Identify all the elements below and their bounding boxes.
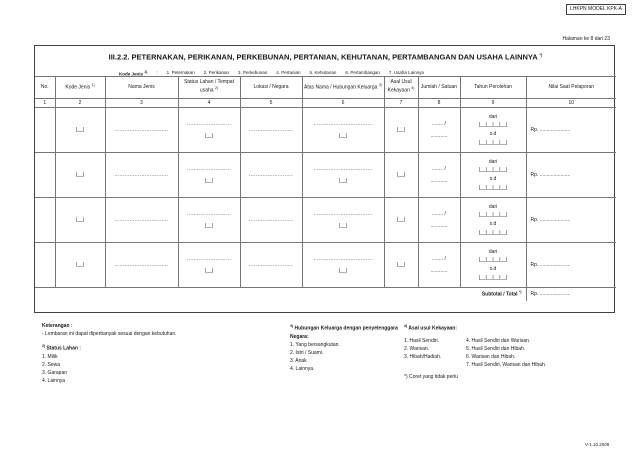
row-no [35,198,55,243]
legend-label: Kode Jenis $^{1)}$ [119,70,148,77]
col-number: 5 [240,99,302,108]
col-header-status: Status Lahan / Tempat usaha $^{2)}$ [178,77,240,99]
legend-item: 5. Kehutanan [309,70,337,75]
form-version: V-1.10.2009 [585,442,610,447]
nama-jenis-field[interactable]: ................................ [105,153,178,198]
atas-nama-field[interactable]: ................................... [313,256,373,262]
keterangan-title: Keterangan : [42,323,73,329]
tahun-cell [460,198,526,243]
column-number-row [35,99,616,108]
hubungan-item: 3. Anak. [290,357,309,364]
row-no [35,153,55,198]
legend-colon: : [156,70,158,75]
form-id: LHKPN MODEL KPK-A [569,6,623,12]
legend-item: 1. Peternakan [166,70,195,75]
asal-item: 1. Hasil Sendiri. [404,337,440,344]
jumlah-field[interactable]: ........ / [432,121,446,127]
hubungan-title: $^{3)}$ Hubungan Keluarga dengan penyelenggara Negara: [290,324,398,340]
tahun-dari-label: dari [488,158,498,165]
status-lahan-box[interactable]: |__| [204,223,214,229]
status-lahan-box[interactable]: |__| [204,268,214,274]
nama-jenis-field[interactable]: ................................ [105,198,178,243]
col-header-atas-nama: Atas Nama / Hubungan Keluarga $^{3)}$ [302,77,384,99]
status-lahan-cell [178,243,240,288]
status-lahan-field[interactable]: .......................... [187,256,231,262]
legend-item: 2. Perikanan [203,70,229,75]
atas-nama-field[interactable]: ................................... [313,121,373,127]
satuan-field[interactable]: ............ [430,133,448,139]
hubungan-box[interactable]: |__| [338,178,348,184]
hubungan-box[interactable]: |__| [338,133,348,139]
asal-usul-box[interactable]: |__| [384,108,418,153]
jumlah-cell [418,153,460,198]
row-no [35,108,55,153]
asal-usul-box[interactable]: |__| [384,243,418,288]
atas-nama-cell [302,198,384,243]
lokasi-field[interactable]: .......................... [240,153,302,198]
legend-item: 4. Pertanian [276,70,301,75]
hubungan-item: 1. Yang bersangkutan. [290,341,340,348]
legend-item: 6. Pertambangan [345,70,380,75]
section-title: III.2.2. PETERNAKAN, PERIKANAN, PERKEBUNAN, PERTANIAN, KEHUTANAN, PERTAMBANGAN DAN USAHA LAINNYA *) [108,52,543,62]
status-lahan-field[interactable]: .......................... [187,166,231,172]
col-header-nama: Nama Jenis [105,77,178,99]
hubungan-block [290,322,400,373]
tahun-dari-label: dari [488,113,498,120]
status-lahan-cell [178,153,240,198]
asal-item: 6. Warisan dan Hibah. [466,353,516,360]
nilai-field[interactable]: Rp. ...................... [526,153,616,198]
jumlah-cell [418,243,460,288]
atas-nama-cell [302,108,384,153]
table-row [35,243,616,288]
tahun-to-box[interactable]: |__|__|__|__| [478,139,508,146]
status-lahan-cell [178,198,240,243]
asal-item: 7. Hasil Sendiri, Warisan dan Hibah. [466,361,547,368]
atas-nama-field[interactable]: ................................... [313,211,373,217]
jumlah-cell [418,108,460,153]
nilai-field[interactable]: Rp. ...................... [526,243,616,288]
col-number: 8 [418,99,460,108]
tahun-sd-label: s.d [489,176,497,182]
status-lahan-box[interactable]: |__| [204,133,214,139]
atas-nama-field[interactable]: ................................... [313,166,373,172]
status-lahan-field[interactable]: .......................... [187,121,231,127]
col-number: 9 [460,99,526,108]
asal-block [404,322,584,381]
nama-jenis-field[interactable]: ................................ [105,243,178,288]
subtotal-row [35,288,616,301]
nilai-field[interactable]: Rp. ...................... [526,108,616,153]
legend-item: 7. Usaha Lainnya [388,70,424,75]
coret-note: *) Coret yang tidak perlu [404,373,458,380]
asset-table [35,76,616,301]
keterangan-text: - Lembaran ini dapat diperbanyak sesuai dengan kebutuhan. [42,331,177,337]
tahun-sd-label: s.d [489,131,497,137]
jumlah-field[interactable]: ........ / [432,211,446,217]
status-title: $^{2)}$ Status Lahan : [42,344,81,352]
status-lahan-cell [178,108,240,153]
atas-nama-cell [302,153,384,198]
satuan-field[interactable]: ............ [430,223,448,229]
subtotal-value[interactable]: Rp. ...................... [526,288,616,301]
tahun-from-box[interactable]: |__|__|__|__| [478,167,508,174]
table-row [35,108,616,153]
tahun-to-box[interactable]: |__|__|__|__| [478,274,508,281]
hubungan-box[interactable]: |__| [338,223,348,229]
tahun-cell [460,108,526,153]
tahun-cell [460,153,526,198]
jumlah-cell [418,198,460,243]
jumlah-field[interactable]: ........ / [432,256,446,262]
hubungan-box[interactable]: |__| [338,268,348,274]
col-number: 4 [178,99,240,108]
table-row [35,153,616,198]
jumlah-field[interactable]: ........ / [432,166,446,172]
lokasi-field[interactable]: .......................... [240,243,302,288]
col-number: 3 [105,99,178,108]
hubungan-item: 2. Istri / Suami. [290,349,324,356]
tahun-sd-label: s.d [489,221,497,227]
asal-title: $^{4)}$ Asal usul Kekayaan: [404,324,457,332]
status-item: 3. Garapan [42,369,68,376]
tahun-from-box[interactable]: |__|__|__|__| [478,122,508,129]
col-header-asal: Asal Usul Kekayaan $^{4)}$ [384,77,418,99]
col-number: 1 [35,99,55,108]
tahun-sd-label: s.d [489,266,497,272]
tahun-cell [460,243,526,288]
tahun-dari-label: dari [488,203,498,210]
status-lahan-field[interactable]: .......................... [187,211,231,217]
col-header-tahun: Tahun Perolehan [460,77,526,99]
tahun-to-box[interactable]: |__|__|__|__| [478,229,508,236]
kode-jenis-box[interactable]: |__| [55,153,105,198]
table-header-row [35,77,616,99]
lokasi-field[interactable]: .......................... [240,198,302,243]
tahun-to-box[interactable]: |__|__|__|__| [478,184,508,191]
tahun-from-box[interactable]: |__|__|__|__| [478,257,508,264]
nilai-field[interactable]: Rp. ...................... [526,198,616,243]
status-item: 2. Sewa [42,361,61,368]
asal-usul-box[interactable]: |__| [384,198,418,243]
legend-item: 3. Perkebunan [237,70,268,75]
page-number: Halaman ke 8 dari 23 [562,36,610,42]
nama-jenis-field[interactable]: ................................ [105,108,178,153]
kode-jenis-box[interactable]: |__| [55,198,105,243]
tahun-from-box[interactable]: |__|__|__|__| [478,212,508,219]
status-lahan-box[interactable]: |__| [204,178,214,184]
keterangan-block [42,322,177,385]
status-item: 4. Lainnya [42,377,66,384]
status-item: 1. Milik [42,353,58,360]
col-header-jumlah: Jumlah / Satuan [418,77,460,99]
col-number: 10 [526,99,616,108]
col-number: 6 [302,99,384,108]
asal-item: 2. Warisan. [404,345,430,352]
asal-item: 3. Hibah/Hadiah. [404,353,442,360]
col-header-no: No. [35,77,55,99]
form-id-box [566,4,626,15]
hubungan-item: 4. Lainnya. [290,365,315,372]
col-header-lokasi: Lokasi / Negara [240,77,302,99]
atas-nama-cell [302,243,384,288]
col-header-nilai: Nilai Saat Pelaporan [526,77,616,99]
satuan-field[interactable]: ............ [430,268,448,274]
col-number: 7 [384,99,418,108]
col-number: 2 [55,99,105,108]
kode-jenis-box[interactable]: |__| [55,108,105,153]
asal-item: 4. Hasil Sendiri dan Warisan. [466,337,531,344]
asal-item: 5. Hasil Sendiri dan Hibah. [466,345,526,352]
subtotal-label: Subtotal / Total *) [35,288,526,301]
table-row [35,198,616,243]
col-header-kode: Kode Jenis $^{1)}$ [55,77,105,99]
kode-jenis-box[interactable]: |__| [55,243,105,288]
lokasi-field[interactable]: .......................... [240,108,302,153]
form-frame [34,45,615,313]
row-no [35,243,55,288]
asal-usul-box[interactable]: |__| [384,153,418,198]
tahun-dari-label: dari [488,248,498,255]
satuan-field[interactable]: ............ [430,178,448,184]
